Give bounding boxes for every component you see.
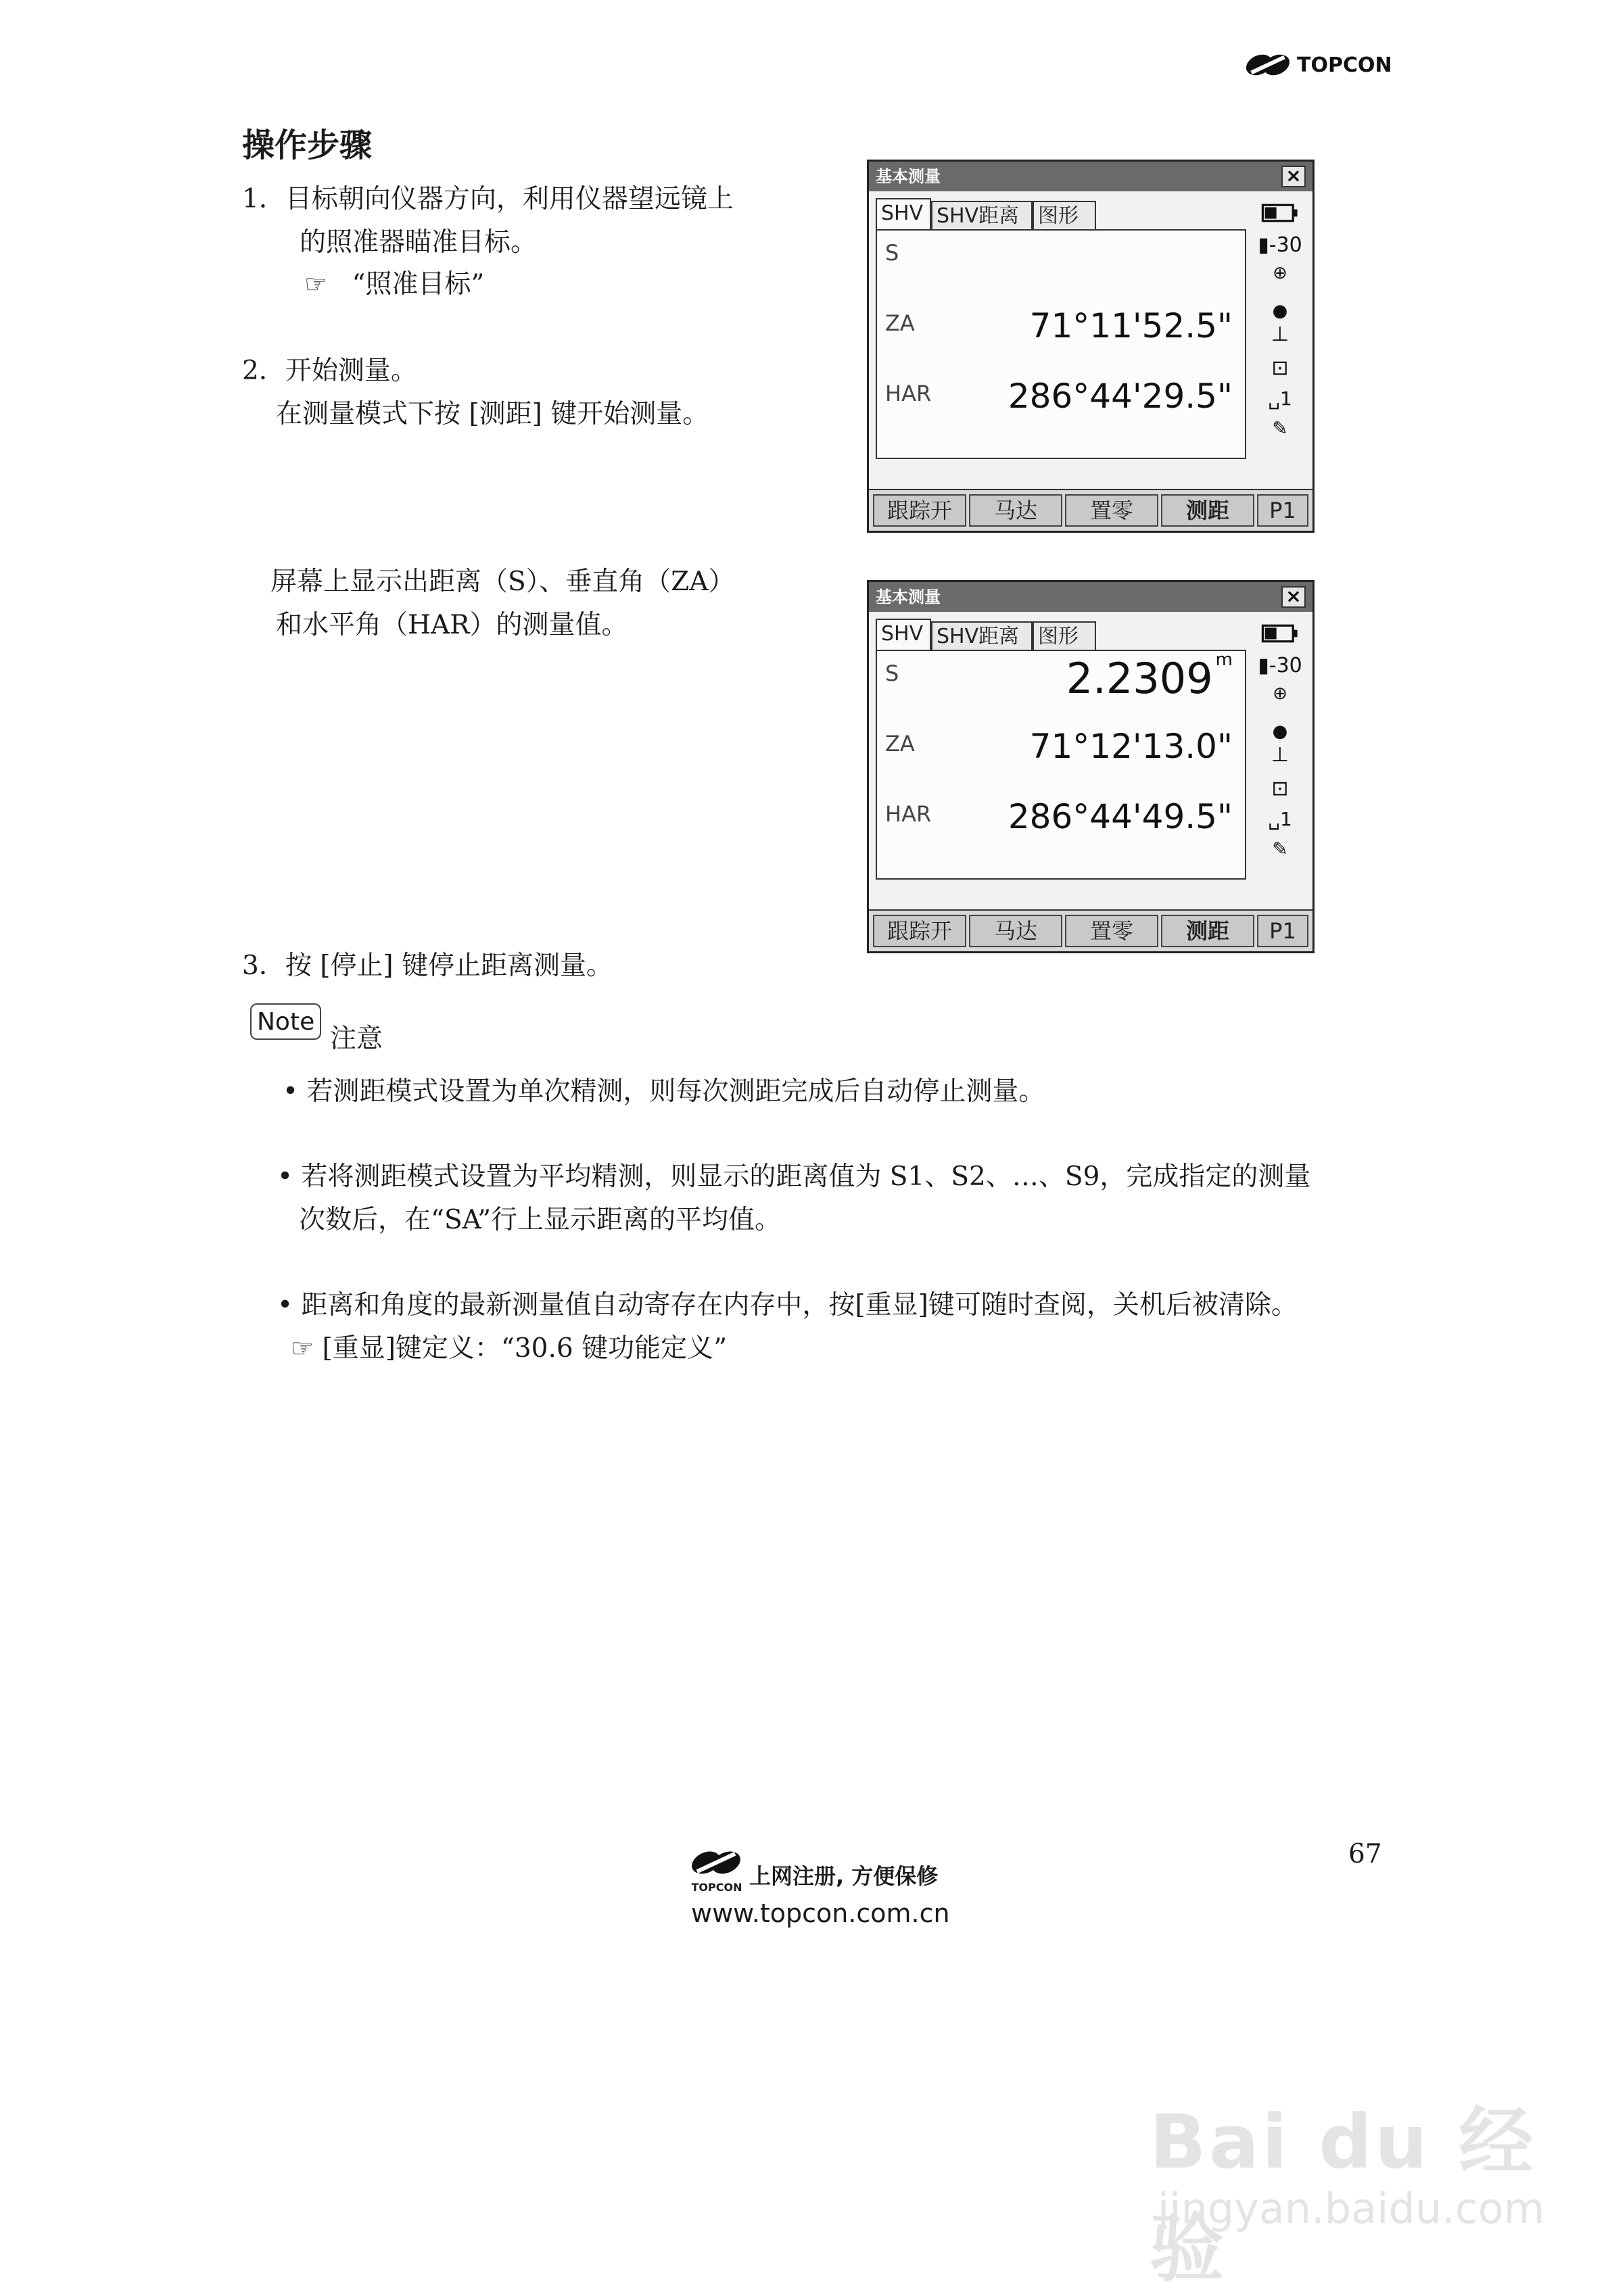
softkey-tracking-on[interactable]: 跟踪开 — [873, 494, 966, 527]
prism-constant: ▮-30 — [1258, 233, 1302, 257]
softkey-tracking-on[interactable]: 跟踪开 — [873, 915, 966, 947]
softkey-zero-set[interactable]: 置零 — [1065, 494, 1158, 527]
tab-shv[interactable]: SHV — [876, 619, 931, 651]
label-har: HAR — [885, 381, 932, 406]
edit-icon: ✎ — [1272, 838, 1288, 860]
value-s: 2.2309 $^m$ — [1066, 650, 1233, 703]
note-ref-text: [重显]键定义：“30.6 键功能定义” — [322, 1333, 728, 1364]
prism-icon: ▮ — [1258, 654, 1269, 677]
note-ref — [291, 1332, 727, 1366]
device-screen-2 — [867, 580, 1315, 953]
device-screen-1 — [867, 160, 1315, 533]
softkey-zero-set[interactable]: 置零 — [1065, 915, 1158, 947]
tilt-icon: ⊕ — [1273, 684, 1287, 704]
softkey-measure-distance[interactable]: 测距 — [1161, 494, 1254, 527]
input-mode-indicator: ␣1 — [1268, 387, 1292, 410]
laser-icon: ● — [1272, 721, 1288, 742]
softkey-bar — [869, 909, 1312, 951]
screen-title: 基本测量 — [869, 162, 1312, 191]
input-mode-icon: ␣ — [1268, 387, 1280, 410]
label-har: HAR — [885, 801, 932, 827]
edit-icon: ✎ — [1272, 417, 1288, 439]
measurement-area — [876, 229, 1246, 459]
note-label: 注意 — [330, 1024, 383, 1054]
battery-icon — [1253, 202, 1307, 224]
tilt-icon: ⊕ — [1273, 263, 1287, 283]
softkey-bar — [869, 489, 1312, 531]
note-badge: Note — [250, 1003, 321, 1040]
note-bullet-2-line1: • 若将测距模式设置为平均精测，则显示的距离值为 S1、S2、…、S9，完成指定的测量 — [277, 1162, 1311, 1192]
section-title: 操作步骤 — [242, 126, 373, 164]
battery-icon — [1253, 623, 1307, 644]
footer-url[interactable]: www.topcon.com.cn — [691, 1898, 950, 1928]
pointing-hand-icon: ☞ — [304, 269, 328, 299]
note-bullet-3: • 距离和角度的最新测量值自动寄存在内存中，按[重显]键可随时查阅，关机后被清除。 — [277, 1290, 1298, 1320]
step1-line1: 1．目标朝向仪器方向，利用仪器望远镜上 — [242, 184, 734, 214]
watermark-url: jingyan.baidu.com — [1158, 2184, 1545, 2233]
target-icon: ⊥ — [1271, 743, 1289, 767]
measurement-area — [876, 650, 1246, 880]
screen-title: 基本测量 — [869, 582, 1312, 612]
step3-line1: 3．按 [停止] 键停止距离测量。 — [242, 951, 613, 981]
header-brand: TOPCON — [1297, 53, 1392, 77]
pointing-hand-icon: ☞ — [291, 1333, 314, 1363]
prism-icon: ▮ — [1258, 233, 1269, 257]
result-line2: 和水平角（HAR）的测量值。 — [276, 610, 628, 640]
softkey-measure-distance[interactable]: 测距 — [1161, 915, 1254, 947]
laser-icon: ● — [1272, 301, 1288, 321]
label-za: ZA — [885, 310, 915, 336]
step2-line2: 在测量模式下按 [测距] 键开始测量。 — [276, 399, 709, 429]
note-bullet-2-line2: 次数后，在“SA”行上显示距离的平均值。 — [299, 1205, 782, 1235]
value-har: 286°44'49.5" — [1008, 797, 1233, 836]
label-za: ZA — [885, 731, 915, 757]
topcon-logo-icon — [1244, 49, 1292, 80]
tab-shv-distance[interactable]: SHV距离 — [931, 201, 1033, 231]
footer-logo — [690, 1846, 744, 1893]
step1-ref — [304, 268, 484, 302]
target-icon: ⊥ — [1271, 322, 1289, 346]
input-mode-icon: ␣ — [1268, 808, 1280, 830]
input-mode-indicator: ␣1 — [1268, 808, 1292, 830]
tab-shv[interactable]: SHV — [876, 198, 931, 231]
label-s: S — [885, 661, 899, 686]
value-har: 286°44'29.5" — [1008, 377, 1233, 416]
close-button[interactable]: × — [1281, 586, 1306, 608]
step1-ref-text: “照准目标” — [352, 269, 485, 300]
softkey-page-1[interactable]: P1 — [1257, 915, 1308, 947]
communication-icon: ⊡ — [1271, 777, 1289, 800]
footer-brand: TOPCON — [691, 1881, 742, 1894]
step2-line1: 2．开始测量。 — [242, 356, 417, 386]
step1-line2: 的照准器瞄准目标。 — [300, 227, 538, 258]
prism-constant: ▮-30 — [1258, 654, 1302, 677]
topcon-logo-icon — [690, 1846, 744, 1880]
softkey-motor[interactable]: 马达 — [969, 915, 1062, 947]
close-button[interactable]: × — [1281, 166, 1306, 187]
softkey-page-1[interactable]: P1 — [1257, 494, 1308, 527]
softkey-motor[interactable]: 马达 — [969, 494, 1062, 527]
result-line1: 屏幕上显示出距离（S）、垂直角（ZA） — [270, 567, 735, 597]
tab-graph[interactable]: 图形 — [1033, 201, 1096, 231]
watermark-logo: Bai du 经验 — [1150, 2099, 1536, 2292]
note-bullet-1: • 若测距模式设置为单次精测，则每次测距完成后自动停止测量。 — [283, 1076, 1045, 1107]
communication-icon: ⊡ — [1271, 356, 1289, 380]
status-column — [1248, 616, 1308, 880]
tab-shv-distance[interactable]: SHV距离 — [931, 621, 1033, 651]
label-s: S — [885, 240, 899, 266]
status-column — [1248, 195, 1308, 459]
value-za: 71°12'13.0" — [1029, 727, 1233, 766]
footer-slogan: 上网注册, 方便保修 — [749, 1863, 939, 1889]
page-number: 67 — [1348, 1839, 1382, 1869]
topcon-logo — [1244, 45, 1392, 85]
tab-graph[interactable]: 图形 — [1033, 621, 1096, 651]
value-za: 71°11'52.5" — [1029, 306, 1233, 345]
